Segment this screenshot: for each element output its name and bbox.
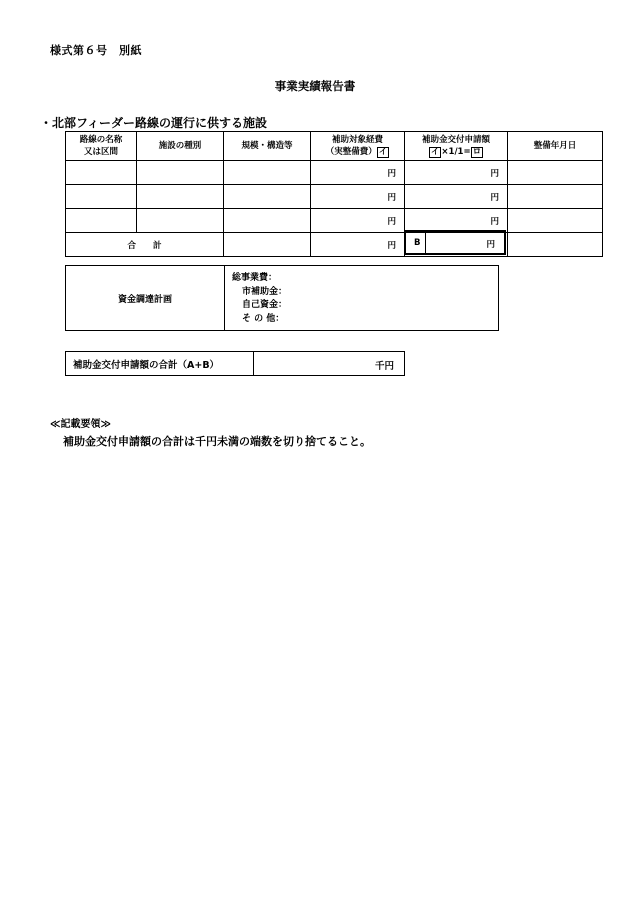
total-row <box>66 233 603 257</box>
notes-body: 補助金交付申請額の合計は千円未満の端数を切り捨てること。 <box>63 435 371 448</box>
amount-cell[interactable]: 円 <box>405 185 508 209</box>
funding-plan-box <box>65 265 499 331</box>
route-cell[interactable] <box>66 209 137 233</box>
header-eligible-cost <box>311 132 405 161</box>
header-route-line1: 路線の名称 <box>79 135 123 145</box>
subsidy-total-unit[interactable]: 千円 <box>374 361 394 372</box>
header-route-line2: 又は区間 <box>83 147 118 157</box>
total-label: 合 計 <box>66 233 224 257</box>
facility-table <box>65 131 603 257</box>
header-cost-line2-text: （実整備費） <box>325 147 377 157</box>
funding-plan-list <box>232 272 287 326</box>
facility-cell[interactable] <box>137 209 224 233</box>
facility-cell[interactable] <box>137 185 224 209</box>
section-title: ・北部フィーダー路線の運行に供する施設 <box>40 116 268 130</box>
date-cell[interactable] <box>508 209 603 233</box>
date-cell[interactable] <box>508 185 603 209</box>
amount-box2: ロ <box>472 147 482 157</box>
header-facility-type: 施設の種別 <box>137 132 224 161</box>
cost-cell[interactable]: 円 <box>311 185 405 209</box>
header-subsidy-amount <box>405 132 508 161</box>
cost-box-label: イ <box>378 147 388 157</box>
funding-item-own-funds: 自己資金： <box>242 300 288 310</box>
header-route <box>66 132 137 161</box>
table-header-row <box>66 132 603 161</box>
route-cell[interactable] <box>66 185 137 209</box>
header-cost-line2 <box>311 146 404 158</box>
notes-heading: ≪記載要領≫ <box>50 419 111 430</box>
cost-cell[interactable]: 円 <box>311 209 405 233</box>
header-date: 整備年月日 <box>508 132 603 161</box>
table-row <box>66 209 603 233</box>
header-amount-formula <box>405 146 507 158</box>
amount-cell[interactable]: 円 <box>405 161 508 185</box>
table-row <box>66 185 603 209</box>
scale-cell[interactable] <box>224 161 311 185</box>
subsidy-total-box <box>65 351 405 376</box>
document-title: 事業実績報告書 <box>274 79 356 93</box>
b-divider <box>425 232 426 253</box>
route-cell[interactable] <box>66 161 137 185</box>
date-cell[interactable] <box>508 161 603 185</box>
total-amount-b-frame <box>404 230 506 255</box>
header-scale: 規模・構造等 <box>224 132 311 161</box>
header-amount-line1: 補助金交付申請額 <box>421 135 490 145</box>
subsidy-total-label: 補助金交付申請額の合計（A+B） <box>66 352 254 375</box>
scale-cell[interactable] <box>224 209 311 233</box>
scale-cell[interactable] <box>224 185 311 209</box>
total-cost-cell[interactable]: 円 <box>311 233 405 257</box>
b-yen-unit: 円 <box>486 240 495 250</box>
funding-item-total: 総事業費： <box>232 273 278 283</box>
funding-item-city-subsidy: 市補助金： <box>242 286 288 297</box>
header-cost-line1: 補助対象経費 <box>331 135 383 145</box>
cost-cell[interactable]: 円 <box>311 161 405 185</box>
amount-cell[interactable]: 円 <box>405 209 508 233</box>
funding-plan-label: 資金調達計画 <box>66 266 225 330</box>
form-number: 様式第６号 別紙 <box>50 44 142 57</box>
total-scale-cell <box>224 233 311 257</box>
amount-formula-text: ×1/1= <box>441 147 471 157</box>
amount-box1: イ <box>430 147 440 157</box>
table-row <box>66 161 603 185</box>
facility-cell[interactable] <box>137 161 224 185</box>
total-date-cell <box>508 233 603 257</box>
b-label: B <box>414 238 421 248</box>
funding-item-other: そ の 他： <box>242 313 285 324</box>
